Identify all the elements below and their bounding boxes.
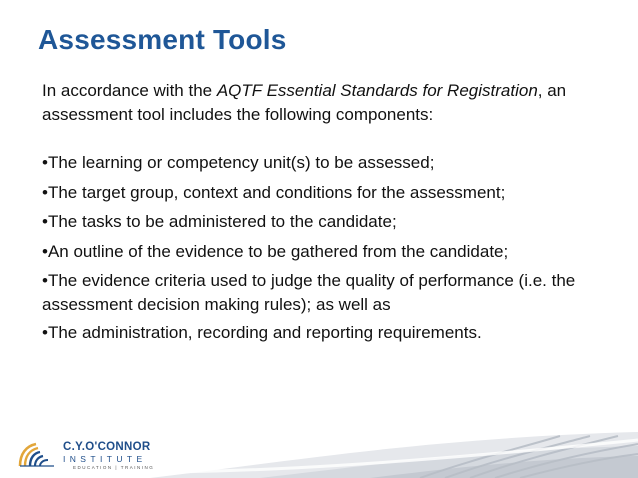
- bullet-list: [42, 151, 602, 345]
- logo-institute: INSTITUTE: [63, 454, 147, 464]
- bullet-icon: •: [42, 182, 48, 202]
- bullet-item: [42, 321, 602, 345]
- bullet-icon: •: [42, 323, 48, 342]
- bullet-text: An outline of the evidence to be gathered from the candidate;: [47, 241, 509, 261]
- bullet-icon: •: [42, 241, 48, 261]
- bullet-text: The tasks to be administered to the candidate;: [47, 212, 397, 231]
- intro-text-before: In accordance with the: [42, 81, 217, 100]
- logo-text: [63, 441, 154, 471]
- bullet-text: The target group, context and conditions for the assessment;: [47, 182, 506, 202]
- cy-oconnor-logo-icon: [18, 442, 58, 468]
- bullet-item: [42, 269, 602, 317]
- intro-text-after: , an assessment tool includes the following components:: [42, 81, 567, 124]
- intro-paragraph: [42, 79, 602, 127]
- intro-emphasis: AQTF Essential Standards for Registration: [216, 81, 538, 100]
- bullet-item: [42, 181, 602, 205]
- bullet-item: [42, 151, 602, 175]
- bullet-item: [42, 240, 602, 264]
- bullet-text: The administration, recording and reporting requirements.: [47, 323, 482, 342]
- bullet-icon: •: [42, 271, 48, 290]
- bullet-text: The evidence criteria used to judge the quality of performance (i.e. the assessment decision making rules); as well as: [42, 271, 576, 314]
- bullet-icon: •: [42, 153, 48, 172]
- slide-title: Assessment Tools: [38, 24, 287, 55]
- logo-tagline: EDUCATION | TRAINING: [73, 465, 155, 470]
- bullet-icon: •: [42, 212, 48, 231]
- logo-name: C.Y.O'CONNOR: [63, 441, 151, 453]
- slide-body: [42, 79, 602, 351]
- bullet-text: The learning or competency unit(s) to be assessed;: [47, 153, 435, 172]
- bullet-item: [42, 210, 602, 234]
